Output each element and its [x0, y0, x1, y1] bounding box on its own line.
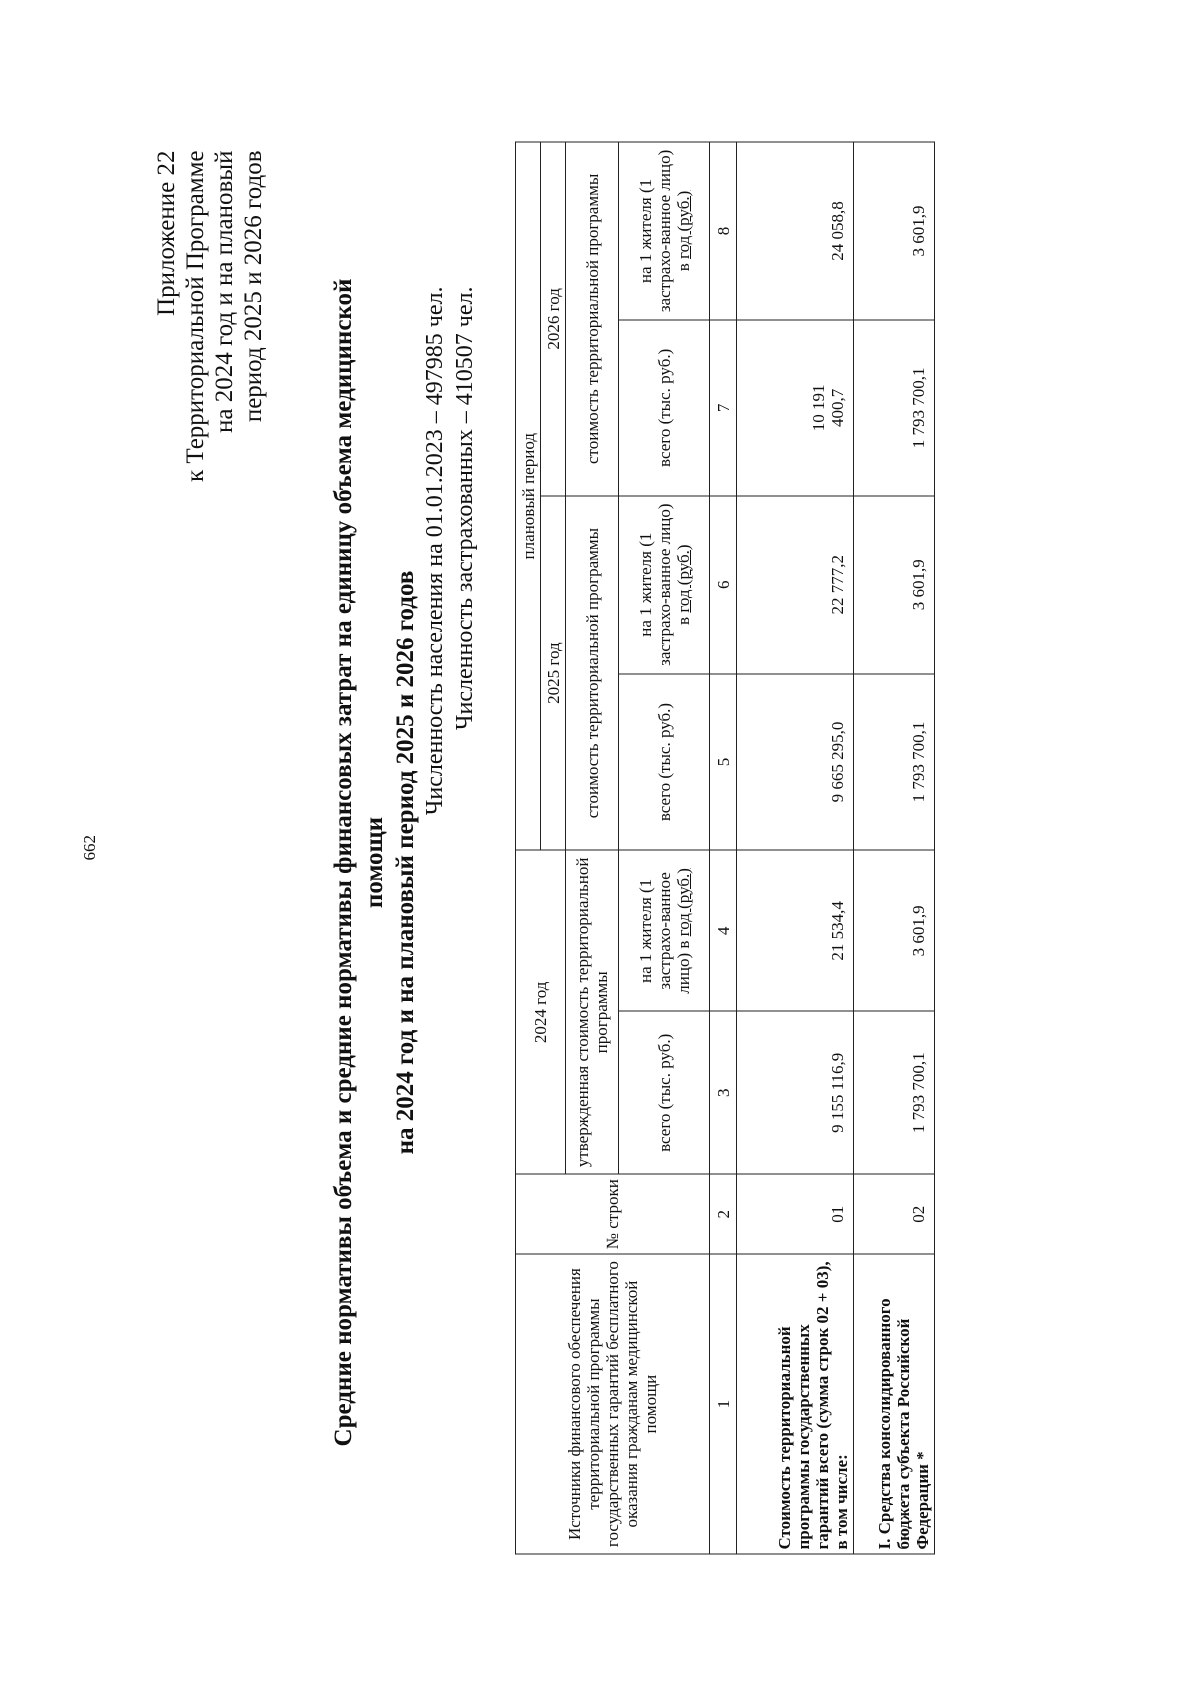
header-cost-2026: стоимость территориальной программы [566, 142, 619, 496]
header-planned-period: плановый период [516, 142, 541, 850]
column-number-row [710, 142, 737, 1554]
cell-total-2026: 1 793 700,1 [854, 319, 935, 495]
column-number: 2 [710, 1174, 737, 1254]
cell-total-2024: 9 155 116,9 [737, 1011, 854, 1174]
row-number: 01 [737, 1174, 854, 1254]
column-number: 6 [710, 495, 737, 673]
header-per-person-2026: на 1 жителя (1 застрахо-ванное лицо) в год (руб.) [619, 142, 710, 320]
column-number: 1 [710, 1254, 737, 1554]
header-year-2026: 2026 год [541, 142, 566, 496]
page-number: 662 [80, 834, 99, 860]
cell-per-person-2025: 3 601,9 [854, 495, 935, 673]
insured-line: Численность застрахованных – 410507 чел. [452, 286, 478, 730]
cell-per-person-2025: 22 777,2 [737, 495, 854, 673]
table-row [854, 142, 935, 1554]
header-source: Источники финансового обеспечения территориальной программы государственных гарантий бесплатного оказания гражданам медицинской помощи [516, 1254, 710, 1554]
row-number: 02 [854, 1174, 935, 1254]
title-line-2: на 2024 год и на плановый период 2025 и 2026 годов [392, 570, 419, 1154]
cell-per-person-2026: 3 601,9 [854, 142, 935, 320]
header-total-2025: всего (тыс. руб.) [619, 673, 710, 850]
header-row-number: № строки [516, 1174, 710, 1254]
header-per-person-2024: на 1 жителя (1 застрахо-ванное лицо) в год (руб.) [619, 850, 710, 1011]
header-total-2026: всего (тыс. руб.) [619, 319, 710, 495]
population-counts [420, 286, 480, 815]
appendix-heading [152, 150, 268, 670]
column-number: 7 [710, 319, 737, 495]
cell-total-2026: 10 191 400,7 [737, 319, 854, 495]
table-row [737, 142, 854, 1554]
cell-per-person-2024: 3 601,9 [854, 850, 935, 1011]
population-line: Численность населения на 01.01.2023 – 497985 чел. [422, 286, 448, 815]
row-label: Стоимость территориальной программы государственных гарантий всего (сумма строк 02 + 03), в том числе: [737, 1254, 854, 1554]
column-number: 3 [710, 1011, 737, 1174]
appendix-line-1: Приложение 22 [153, 150, 180, 316]
cell-total-2025: 9 665 295,0 [737, 673, 854, 850]
column-number: 5 [710, 673, 737, 850]
cell-per-person-2024: 21 534,4 [737, 850, 854, 1011]
header-per-person-2025: на 1 жителя (1 застрахо-ванное лицо) в год (руб.) [619, 495, 710, 673]
column-number: 4 [710, 850, 737, 1011]
document-title [328, 232, 421, 1492]
header-cost-2025: стоимость территориальной программы [566, 495, 619, 850]
row-label: I. Средства консолидированного бюджета субъекта Российской Федерации * [854, 1254, 935, 1554]
header-approved-cost: утвержденная стоимость территориальной программы [566, 850, 619, 1174]
column-number: 8 [710, 142, 737, 320]
cell-total-2024: 1 793 700,1 [854, 1011, 935, 1174]
title-line-1: Средние нормативы объема и средние нормативы финансовых затрат на единицу объема медицинской помощи [330, 278, 388, 1446]
cell-total-2025: 1 793 700,1 [854, 673, 935, 850]
appendix-line-3: на 2024 год и на плановый [211, 150, 238, 433]
appendix-line-2: к Территориальной Программе [182, 150, 209, 482]
header-year-2025: 2025 год [541, 495, 566, 850]
cell-per-person-2026: 24 058,8 [737, 142, 854, 320]
financing-table [515, 141, 935, 1554]
header-year-2024: 2024 год [516, 850, 566, 1174]
header-total-2024: всего (тыс. руб.) [619, 1011, 710, 1174]
appendix-line-4: период 2025 и 2026 годов [240, 150, 267, 422]
